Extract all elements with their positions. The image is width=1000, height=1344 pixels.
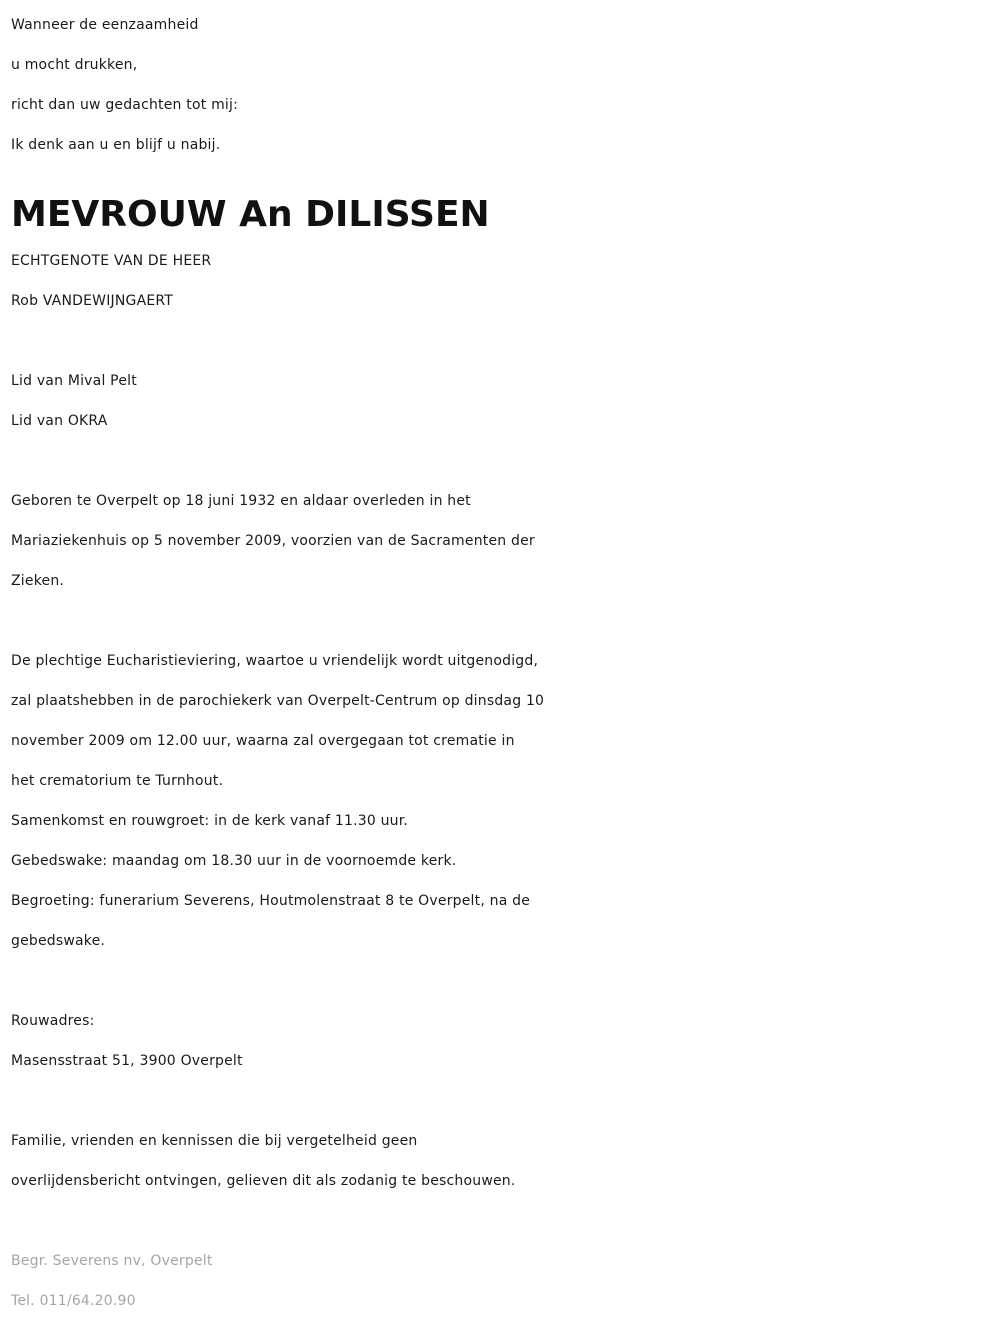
spacer xyxy=(11,321,996,361)
funeral-home-name: Begr. Severens nv, Overpelt xyxy=(11,1253,213,1269)
address-label: Rouwadres: xyxy=(11,1013,95,1029)
paragraph-line: het crematorium te Turnhout. xyxy=(11,773,224,789)
paragraph-line: De plechtige Eucharistieviering, waartoe u vriendelijk wordt uitgenodigd, xyxy=(11,653,539,669)
poem-line: richt dan uw gedachten tot mij: xyxy=(11,97,239,113)
spacer xyxy=(11,1081,996,1121)
paragraph-line: Mariaziekenhuis op 5 november 2009, voorzien van de Sacramenten der xyxy=(11,533,535,549)
birth-death-paragraph xyxy=(11,481,996,601)
paragraph-line: Gebedswake: maandag om 18.30 uur in de voornoemde kerk. xyxy=(11,853,457,869)
paragraph-line: Samenkomst en rouwgroet: in de kerk vanaf 11.30 uur. xyxy=(11,813,409,829)
funeral-home-footer xyxy=(11,1241,996,1321)
spouse-name: Rob VANDEWIJNGAERT xyxy=(11,293,174,309)
paragraph-line: gebedswake. xyxy=(11,933,106,949)
spacer xyxy=(11,601,996,641)
spouse-info xyxy=(11,241,996,321)
paragraph-line: Familie, vrienden en kennissen die bij vergetelheid geen xyxy=(11,1133,418,1149)
membership-line: Lid van OKRA xyxy=(11,413,108,429)
deceased-name: MEVROUW An DILISSEN xyxy=(11,194,490,235)
poem-line: Wanneer de eenzaamheid xyxy=(11,17,199,33)
address-street: Masensstraat 51, 3900 Overpelt xyxy=(11,1053,243,1069)
spacer xyxy=(11,1201,996,1241)
paragraph-line: zal plaatshebben in de parochiekerk van Overpelt-Centrum op dinsdag 10 xyxy=(11,693,545,709)
memberships xyxy=(11,361,996,441)
poem-line: u mocht drukken, xyxy=(11,57,138,73)
spacer xyxy=(11,961,996,1001)
obituary-notice xyxy=(11,5,996,1321)
poem xyxy=(11,5,996,165)
paragraph-line: november 2009 om 12.00 uur, waarna zal overgegaan tot crematie in xyxy=(11,733,515,749)
paragraph-line: Begroeting: funerarium Severens, Houtmolenstraat 8 te Overpelt, na de xyxy=(11,893,531,909)
spacer xyxy=(11,441,996,481)
funeral-home-phone: Tel. 011/64.20.90 xyxy=(11,1293,136,1309)
paragraph-line: Zieken. xyxy=(11,573,65,589)
paragraph-line: Geboren te Overpelt op 18 juni 1932 en aldaar overleden in het xyxy=(11,493,471,509)
poem-line: Ik denk aan u en blijf u nabij. xyxy=(11,137,221,153)
paragraph-line: overlijdensbericht ontvingen, gelieven dit als zodanig te beschouwen. xyxy=(11,1173,516,1189)
membership-line: Lid van Mival Pelt xyxy=(11,373,137,389)
spouse-line: ECHTGENOTE VAN DE HEER xyxy=(11,253,212,269)
notice-paragraph xyxy=(11,1121,996,1201)
mourning-address xyxy=(11,1001,996,1081)
ceremony-paragraph xyxy=(11,641,996,961)
